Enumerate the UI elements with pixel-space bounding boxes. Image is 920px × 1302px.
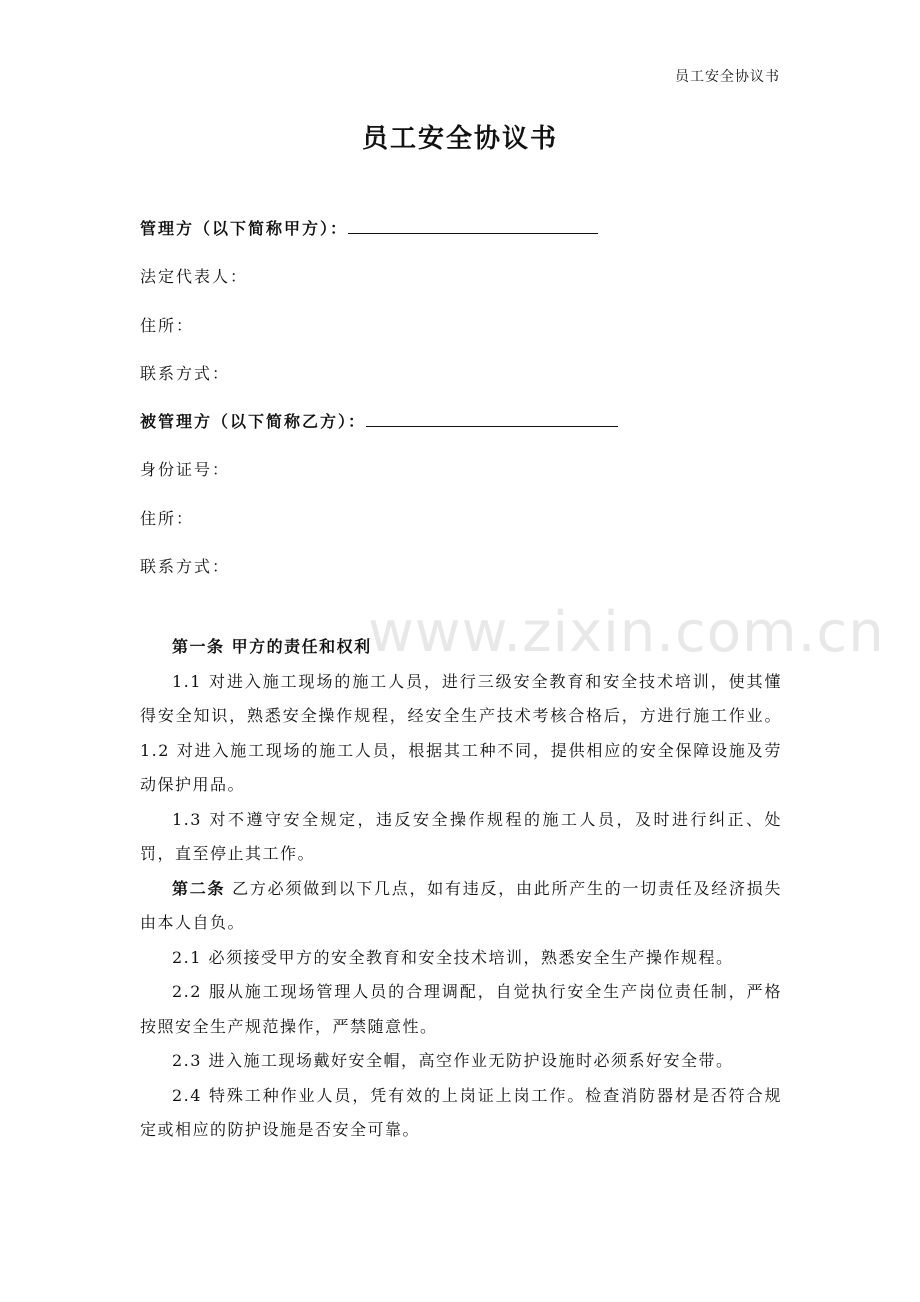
party-b-address: 住所： — [140, 509, 195, 528]
article-1-para-2: 1.3 对不遵守安全规定，违反安全操作规程的施工人员，及时进行纠正、处罚，直至停止其工作。 — [140, 809, 782, 863]
party-a-label: 管理方（以下简称甲方）： — [140, 219, 349, 238]
article-2-item: 2.4 特殊工种作业人员，凭有效的上岗证上岗工作。检查消防器材是否符合规定或相应的防护设施是否安全可靠。 — [140, 1085, 782, 1139]
article-2-intro — [140, 872, 782, 941]
agreement-body — [140, 630, 782, 1148]
party-a-line — [140, 216, 598, 239]
party-a-contact: 联系方式： — [140, 364, 231, 383]
party-a-address: 住所： — [140, 316, 195, 335]
article-2-item: 2.2 服从施工现场管理人员的合理调配，自觉执行安全生产岗位责任制，严格按照安全生产规范操作，严禁随意性。 — [140, 982, 782, 1036]
article-2-intro-text: 乙方必须做到以下几点，如有违反，由此所产生的一切责任及经济损失由本人自负。 — [140, 878, 782, 932]
party-b-blank — [366, 410, 618, 427]
article-2-item: 2.3 进入施工现场戴好安全帽，高空作业无防护设施时必须系好安全带。 — [172, 1051, 734, 1070]
party-a-legal-rep: 法定代表人： — [140, 267, 249, 286]
watermark: www.zixin.com.cn — [368, 600, 885, 665]
party-a-blank — [348, 217, 598, 234]
party-b-contact: 联系方式： — [140, 557, 231, 576]
article-1-para-1: 1.1 对进入施工现场的施工人员，进行三级安全教育和安全技术培训，使其懂得安全知识，熟悉安全操作规程，经安全生产技术考核合格后，方进行施工作业。1.2 对进入施工现场的施工人员，根据其工种不同，提供相应的安全保障设施及劳动保护用品。 — [140, 671, 782, 794]
party-b-id-number: 身份证号： — [140, 460, 231, 479]
article-2-heading: 第二条 — [172, 878, 226, 898]
running-header: 员工安全协议书 — [675, 69, 780, 85]
article-2-item: 2.1 必须接受甲方的安全教育和安全技术培训，熟悉安全生产操作规程。 — [172, 947, 734, 967]
document-title: 员工安全协议书 — [361, 124, 558, 154]
article-1-heading: 第一条 甲方的责任和权利 — [172, 637, 372, 656]
party-b-label: 被管理方（以下简称乙方）： — [140, 412, 367, 431]
party-b-line — [140, 409, 618, 432]
